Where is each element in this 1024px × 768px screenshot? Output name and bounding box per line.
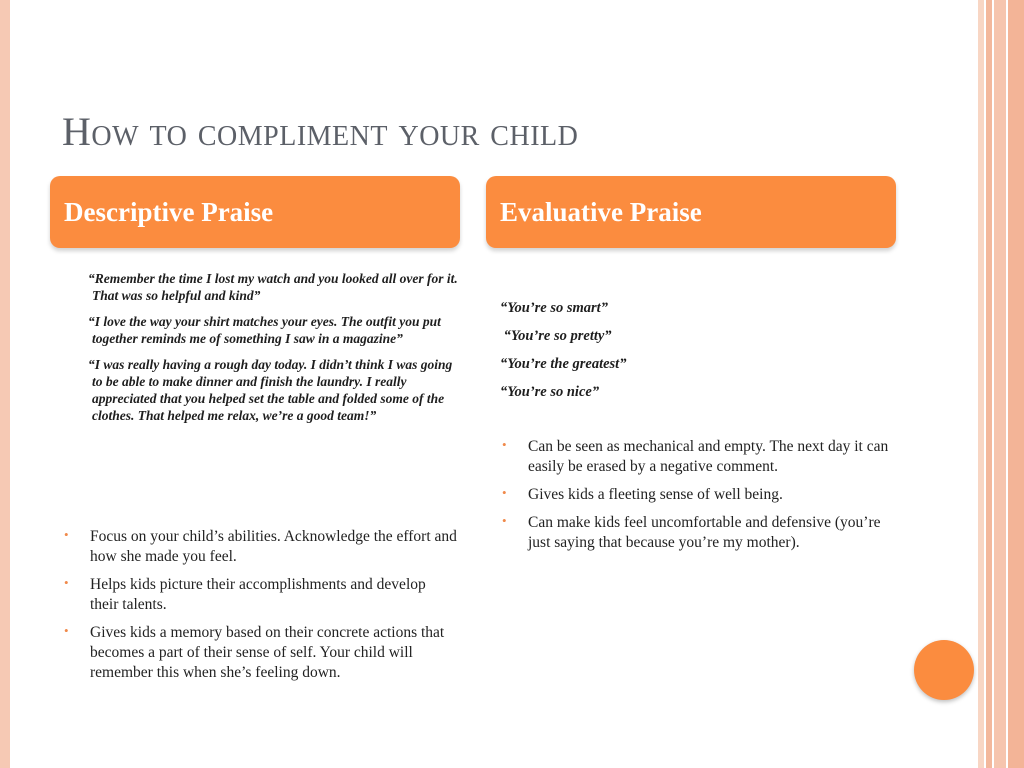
- bullet-text: Can make kids feel uncomfortable and defensive (you’re just saying that because you’re my mother).: [528, 514, 881, 551]
- bullet-text: Can be seen as mechanical and empty. The next day it can easily be erased by a negative comment.: [528, 438, 889, 475]
- bullet-icon: •: [64, 575, 69, 590]
- list-item: [496, 437, 896, 477]
- evaluative-quotes: [500, 298, 880, 410]
- right-decorative-stripe: [986, 0, 992, 768]
- left-decorative-stripe: [0, 0, 10, 768]
- quote: “Remember the time I lost my watch and you looked all over for it. That was so helpful and kind”: [88, 271, 458, 303]
- right-decorative-stripe: [1008, 0, 1024, 768]
- evaluative-praise-heading: Evaluative Praise: [500, 197, 702, 227]
- list-item: [496, 485, 896, 505]
- bullet-icon: •: [502, 513, 507, 528]
- quote: “You’re the greatest”: [500, 356, 627, 372]
- right-decorative-stripe: [978, 0, 984, 768]
- quote: “You’re so nice”: [500, 384, 600, 400]
- bullet-icon: •: [64, 527, 69, 542]
- bullet-icon: •: [64, 623, 69, 638]
- slide-title: How to compliment your child: [62, 109, 579, 154]
- bullet-text: Focus on your child’s abilities. Acknowledge the effort and how she made you feel.: [90, 528, 457, 565]
- bullet-text: Gives kids a fleeting sense of well being.: [528, 486, 783, 503]
- list-item: [496, 513, 896, 553]
- list-item: [58, 575, 458, 615]
- bullet-text: Helps kids picture their accomplishments and develop their talents.: [90, 576, 426, 613]
- bullet-icon: •: [502, 485, 507, 500]
- evaluative-bullet-list: [496, 437, 896, 561]
- bullet-icon: •: [502, 437, 507, 452]
- right-decorative-stripe: [994, 0, 1006, 768]
- quote: “I love the way your shirt matches your eyes. The outfit you put together reminds me of something I saw in a magazine”: [88, 314, 441, 346]
- evaluative-praise-header: [486, 176, 896, 248]
- bullet-text: Gives kids a memory based on their concrete actions that becomes a part of their sense of self. Your child will remember this when she’s feeling down.: [90, 624, 445, 681]
- decorative-circle-icon: [914, 640, 974, 700]
- descriptive-quotes: [88, 270, 460, 433]
- list-item: [58, 527, 458, 567]
- descriptive-bullet-list: [58, 527, 458, 691]
- list-item: [58, 623, 458, 683]
- quote: “I was really having a rough day today. I didn’t think I was going to be able to make dinner and finish the laundry. I really appreciated that you helped set the table and folded some of the clothes. That helped me relax, we’re a good team!”: [88, 357, 453, 423]
- descriptive-praise-header: [50, 176, 460, 248]
- quote: “You’re so smart”: [500, 300, 608, 316]
- descriptive-praise-heading: Descriptive Praise: [64, 197, 274, 227]
- quote: “You’re so pretty”: [500, 328, 612, 344]
